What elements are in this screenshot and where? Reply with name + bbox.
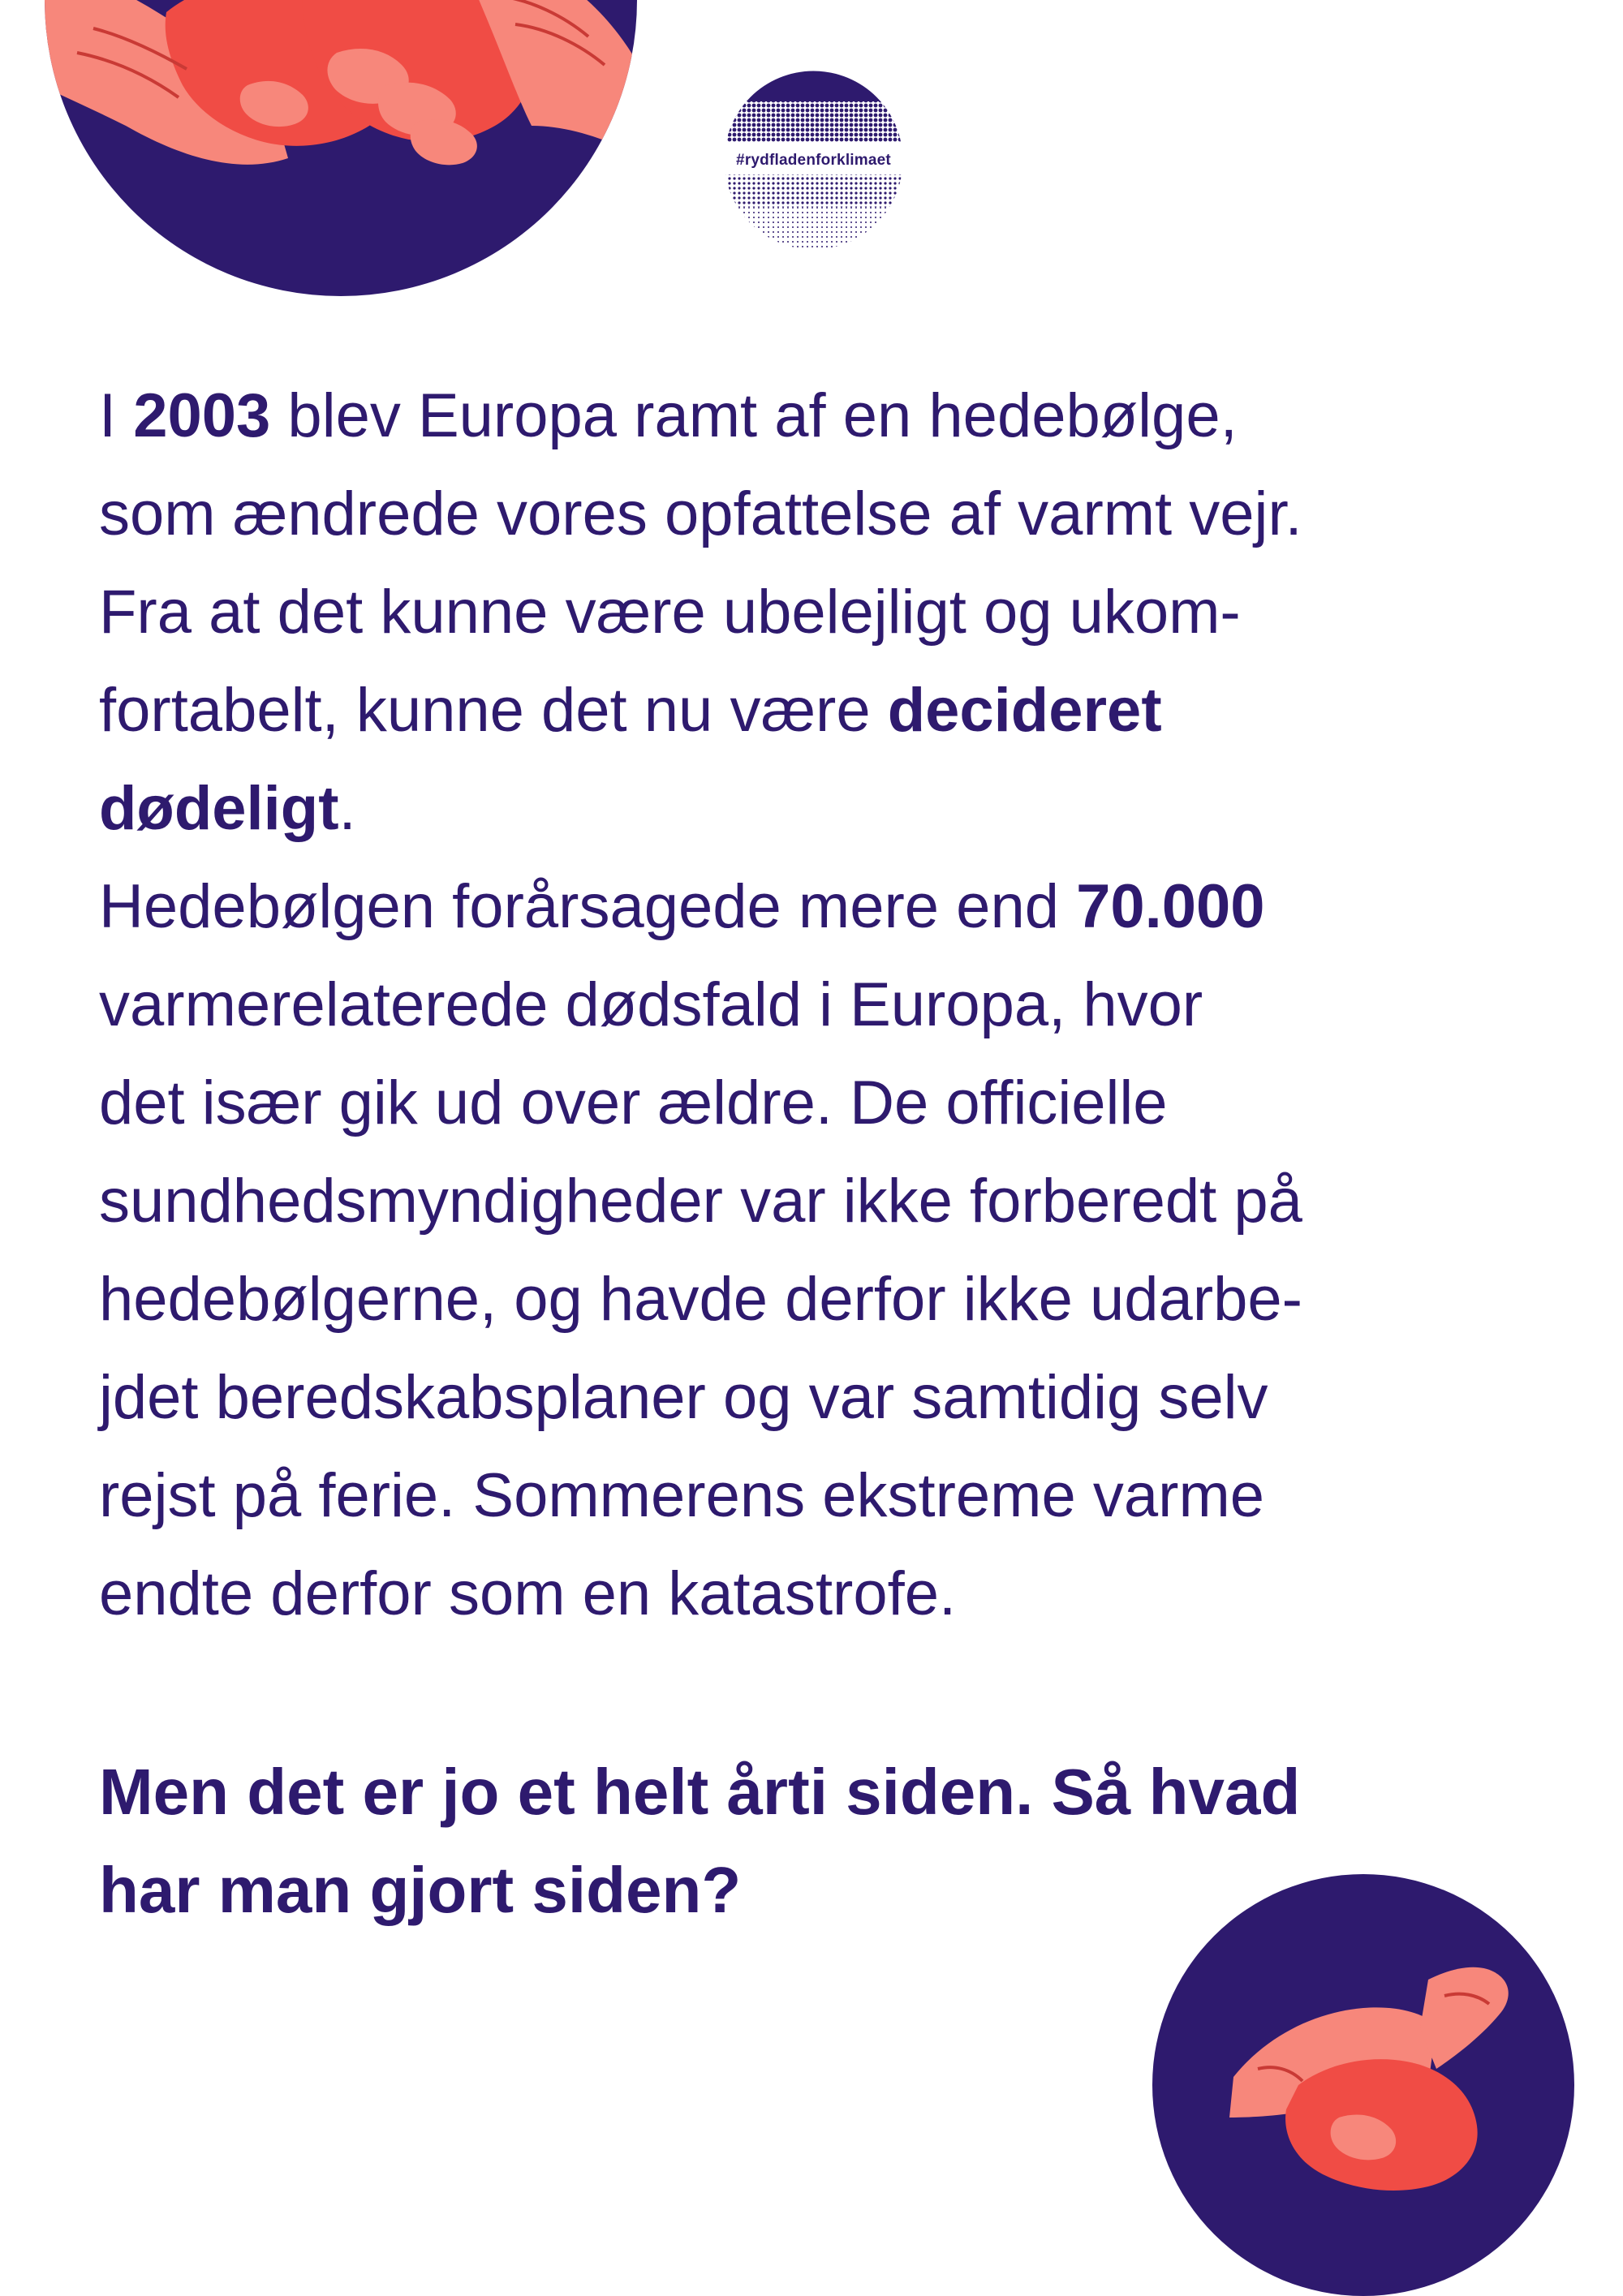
highlight-deadly: decideret dødeligt [99,676,1162,843]
closing-question: Men det er jo et helt årti siden. Så hvad har man gjort siden? [99,1756,1301,1926]
highlight-year: 2003 [133,381,271,450]
highlight-deaths: 70.000 [1076,872,1265,941]
hashtag-badge [722,69,905,252]
body-text-segment: blev Europa ramt af en hedebølge, som ændrede vores opfattelse af varmt vejr. Fra at det kunne være ubelejligt og ukom- fortabelt, kunne det nu være [99,381,1302,745]
hashtag-label: #rydfladenforklimaet [736,152,891,169]
clasped-hands-icon [45,0,637,296]
hands-circle-bottom [1152,1874,1574,2296]
clasped-hands-icon [1152,1874,1574,2296]
body-text-segment: I [99,381,134,450]
body-text-segment: varmerelaterede dødsfald i Europa, hvor det især gik ud over ældre. De officielle sundhedsmyndigheder var ikke forberedt på hedebølgerne, og havde derfor ikke udarbe- jdet beredskabsplaner og var samtidig selv rejst på ferie. Sommerens ekstreme varme endte derfor som en katastrofe. [99,970,1302,1628]
body-paragraph [99,367,1560,1643]
hands-circle-top [45,0,637,296]
body-text-segment: . Hedebølgen forårsagede mere end [99,774,1059,941]
